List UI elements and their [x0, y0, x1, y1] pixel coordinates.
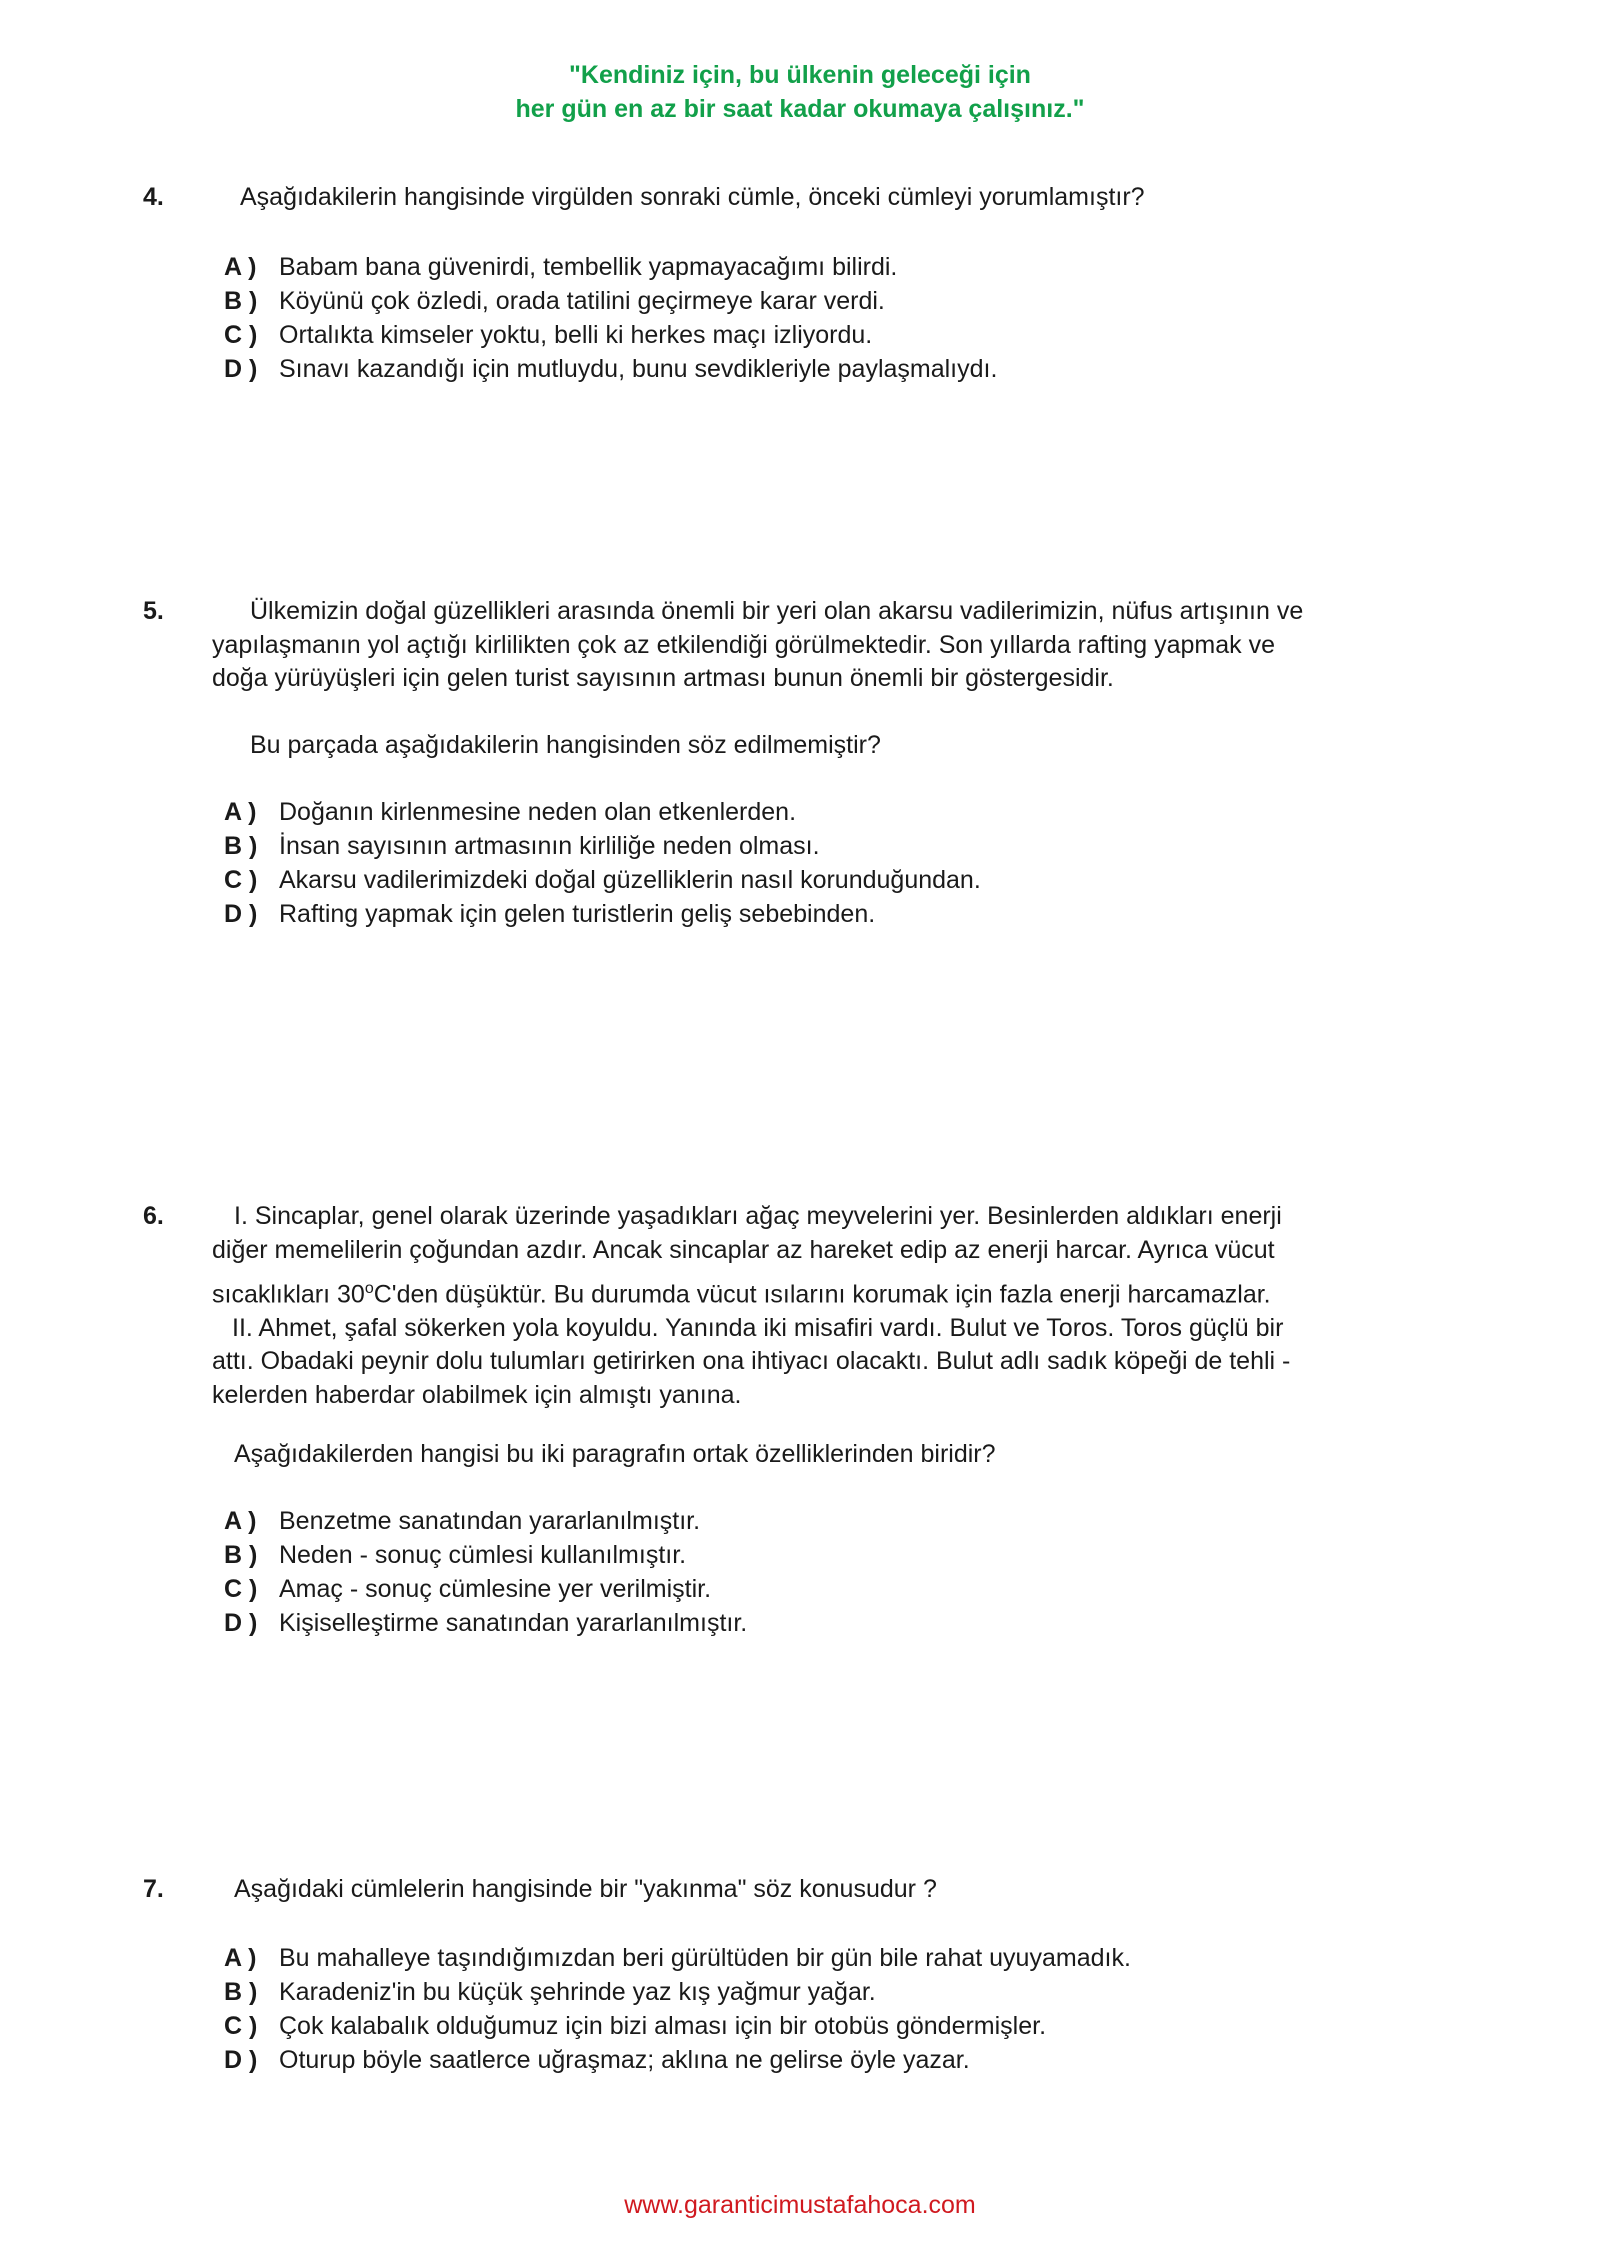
option-b[interactable] [224, 1975, 1131, 2009]
option-text: Karadeniz'in bu küçük şehrinde yaz kış yağmur yağar. [279, 1978, 876, 2006]
option-a[interactable] [224, 1504, 747, 1538]
option-d[interactable] [224, 352, 997, 386]
option-text: Amaç - sonuç cümlesine yer verilmiştir. [279, 1575, 712, 1603]
options-list [224, 250, 997, 386]
option-c[interactable] [224, 1572, 747, 1606]
option-text: İnsan sayısının artmasının kirliliğe neden olması. [279, 832, 820, 860]
option-text: Sınavı kazandığı için mutluydu, bunu sevdikleriyle paylaşmalıydı. [279, 355, 998, 383]
question-stem: Bu parçada aşağıdakilerin hangisinden söz edilmemiştir? [250, 731, 881, 759]
option-text: Çok kalabalık olduğumuz için bizi alması için bir otobüs göndermişler. [279, 2012, 1047, 2040]
option-d[interactable] [224, 2043, 1131, 2077]
option-letter: C ) [224, 321, 258, 349]
option-c[interactable] [224, 318, 997, 352]
option-letter: C ) [224, 2012, 258, 2040]
question-stem: Aşağıdakilerden hangisi bu iki paragrafın ortak özelliklerinden biridir? [234, 1440, 996, 1468]
option-letter: D ) [224, 355, 258, 383]
degree-superscript: o [364, 1280, 374, 1297]
option-a[interactable] [224, 1941, 1131, 1975]
options-list [224, 1941, 1131, 2077]
paragraph-line: doğa yürüyüşleri için gelen turist sayısının artması bunun önemli bir göstergesidir. [212, 664, 1114, 692]
option-d[interactable] [224, 897, 981, 931]
option-text: Akarsu vadilerimizdeki doğal güzelliklerin nasıl korunduğundan. [279, 866, 981, 894]
option-text: Bu mahalleye taşındığımızdan beri gürültüden bir gün bile rahat uyuyamadık. [279, 1944, 1131, 1972]
option-text: Kişiselleştirme sanatından yararlanılmıştır. [279, 1609, 748, 1637]
option-letter: D ) [224, 2046, 258, 2074]
option-text: Doğanın kirlenmesine neden olan etkenlerden. [279, 798, 797, 826]
option-b[interactable] [224, 829, 981, 863]
option-text: Köyünü çok özledi, orada tatilini geçirmeye karar verdi. [279, 287, 885, 315]
option-c[interactable] [224, 2009, 1131, 2043]
paragraph-line: yapılaşmanın yol açtığı kirlilikten çok az etkilendiği görülmektedir. Son yıllarda rafting yapmak ve [212, 630, 1276, 659]
header-quote [0, 58, 1600, 126]
option-letter: D ) [224, 1609, 258, 1637]
header-quote-line-1: "Kendiniz için, bu ülkenin geleceği için [569, 61, 1031, 89]
options-list [224, 1504, 747, 1640]
option-letter: A ) [224, 253, 257, 281]
option-letter: C ) [224, 1575, 258, 1603]
paragraph-line: attı. Obadaki peynir dolu tulumları getirirken ona ihtiyacı olacaktı. Bulut adlı sadık köpeği de tehli - [212, 1347, 1291, 1376]
option-c[interactable] [224, 863, 981, 897]
paragraph-line: kelerden haberdar olabilmek için almıştı yanına. [212, 1380, 742, 1409]
paragraph-line: I. Sincaplar, genel olarak üzerinde yaşadıkları ağaç meyvelerini yer. Besinlerden aldıkları enerji [234, 1202, 1282, 1230]
option-text: Babam bana güvenirdi, tembellik yapmayacağımı bilirdi. [279, 253, 898, 281]
option-a[interactable] [224, 250, 997, 284]
question-text: Aşağıdakilerin hangisinde virgülden sonraki cümle, önceki cümleyi yorumlamıştır? [240, 183, 1145, 211]
footer-website-link[interactable]: www.garanticimustafahoca.com [624, 2191, 976, 2219]
option-text: Oturup böyle saatlerce uğraşmaz; aklına ne gelirse öyle yazar. [279, 2046, 970, 2074]
option-letter: B ) [224, 832, 258, 860]
question-number: 6. [143, 1202, 164, 1230]
header-quote-line-2: her gün en az bir saat kadar okumaya çalışınız." [515, 95, 1085, 123]
option-letter: A ) [224, 798, 257, 826]
option-b[interactable] [224, 284, 997, 318]
option-text: Rafting yapmak için gelen turistlerin geliş sebebinden. [279, 900, 876, 928]
question-number: 5. [143, 597, 164, 625]
option-letter: B ) [224, 1978, 258, 2006]
paragraph-line: diğer memelilerin çoğundan azdır. Ancak sincaplar az hareket edip az enerji harcar. Ayrıca vücut [212, 1235, 1275, 1264]
option-letter: A ) [224, 1507, 257, 1535]
option-letter: A ) [224, 1944, 257, 1972]
option-text: Benzetme sanatından yararlanılmıştır. [279, 1507, 701, 1535]
question-number: 7. [143, 1875, 164, 1903]
option-letter: D ) [224, 900, 258, 928]
option-text: Ortalıkta kimseler yoktu, belli ki herkes maçı izliyordu. [279, 321, 873, 349]
question-number: 4. [143, 183, 164, 211]
option-letter: B ) [224, 1541, 258, 1569]
paragraph-line: Ülkemizin doğal güzellikleri arasında önemli bir yeri olan akarsu vadilerimizin, nüfus artışının ve [250, 597, 1304, 625]
question-paragraph [212, 1200, 1412, 1412]
option-a[interactable] [224, 795, 981, 829]
option-text: Neden - sonuç cümlesi kullanılmıştır. [279, 1541, 687, 1569]
option-letter: C ) [224, 866, 258, 894]
paragraph-line: sıcaklıkları 30$^o$C'den düşüktür. Bu durumda vücut ısılarını korumak için fazla enerji harcamazlar. [212, 1280, 1271, 1309]
paragraph-line: II. Ahmet, şafal sökerken yola koyuldu. Yanında iki misafiri vardı. Bulut ve Toros. Toros güçlü bir [232, 1313, 1284, 1342]
option-d[interactable] [224, 1606, 747, 1640]
question-text: Aşağıdaki cümlelerin hangisinde bir "yakınma" söz konusudur ? [234, 1875, 937, 1903]
option-letter: B ) [224, 287, 258, 315]
option-b[interactable] [224, 1538, 747, 1572]
question-paragraph [212, 595, 1412, 696]
options-list [224, 795, 981, 931]
